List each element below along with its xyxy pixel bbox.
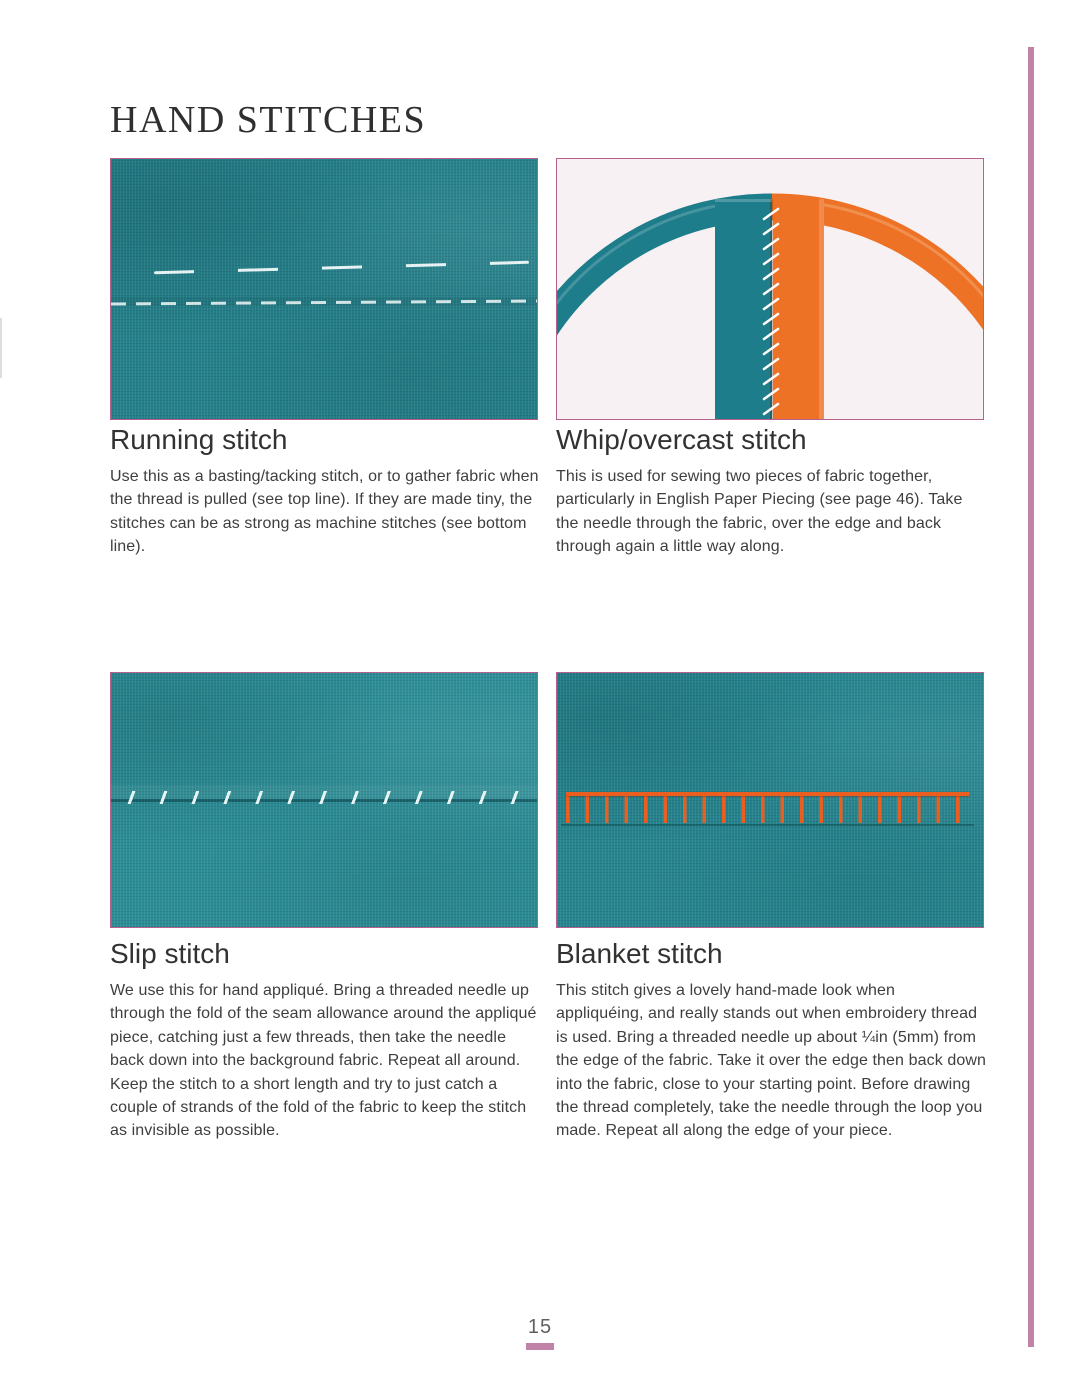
running-stitch-description: Use this as a basting/tacking stitch, or to gather fabric when the thread is pulled (see top line). If they are made tiny, the stitches can be as strong as machine stitches (see bottom line). bbox=[110, 468, 539, 556]
seam-line bbox=[770, 199, 773, 420]
running-stitch-heading: Running stitch bbox=[110, 424, 288, 455]
whip-overcast-description: This is used for sewing two pieces of fabric together, particularly in English Paper Piecing (see page 46). Take the needle through the fabric, over the edge and back through again a little way along. bbox=[556, 468, 963, 556]
slip-stitch-heading: Slip stitch bbox=[110, 938, 230, 969]
page-footer bbox=[0, 1316, 1080, 1350]
fray-edge-orange bbox=[819, 199, 824, 420]
whip-overcast-heading: Whip/overcast stitch bbox=[556, 424, 807, 455]
footer-accent-rule bbox=[526, 1343, 554, 1350]
blanket-stitch-heading: Blanket stitch bbox=[556, 938, 723, 969]
right-edge-accent-bar bbox=[1028, 47, 1034, 1347]
slip-stitch-description: We use this for hand appliqué. Bring a threaded needle up through the fold of the seam allowance around the appliqué piece, catching just a few threads, then take the needle back down into the background fabric. Repeat all around. Keep the stitch to a short length and try to just catch a couple of strands of the fold of the fabric to keep the stitch as invisible as possible. bbox=[110, 982, 537, 1140]
slip-stitch-entry bbox=[110, 938, 540, 1143]
left-edge-mark bbox=[0, 318, 2, 378]
blanket-stitch-photo bbox=[556, 672, 984, 928]
orange-vertical-strip bbox=[773, 199, 824, 420]
slip-stitch-photo bbox=[110, 672, 538, 928]
fray-top-teal bbox=[715, 199, 772, 202]
blanket-stitch-description: This stitch gives a lovely hand-made look when appliquéing, and really stands out when embroidery thread is used. Bring a threaded needle up about ¼in (5mm) from the edge of the fabric. Take it over the edge then back down into the fabric, close to your starting point. Before drawing the thread completely, take the needle through the loop you made. Repeat all along the edge of your piece. bbox=[556, 982, 986, 1140]
fabric-edge-shadow bbox=[561, 824, 974, 826]
page-title: HAND STITCHES bbox=[110, 99, 427, 141]
running-stitch-photo bbox=[110, 158, 538, 420]
whip-overcast-stitch-photo bbox=[556, 158, 984, 420]
whip-overcast-entry bbox=[556, 424, 986, 559]
teal-fabric bbox=[111, 159, 537, 419]
blanket-stitch-prongs bbox=[566, 792, 971, 823]
blanket-stitch-top-thread bbox=[566, 792, 971, 796]
whip-stitch-illustration bbox=[557, 159, 984, 420]
slip-stitch-line bbox=[111, 791, 537, 804]
page-number: 15 bbox=[527, 1316, 553, 1338]
blanket-stitch-entry bbox=[556, 938, 986, 1143]
running-stitch-entry bbox=[110, 424, 540, 559]
